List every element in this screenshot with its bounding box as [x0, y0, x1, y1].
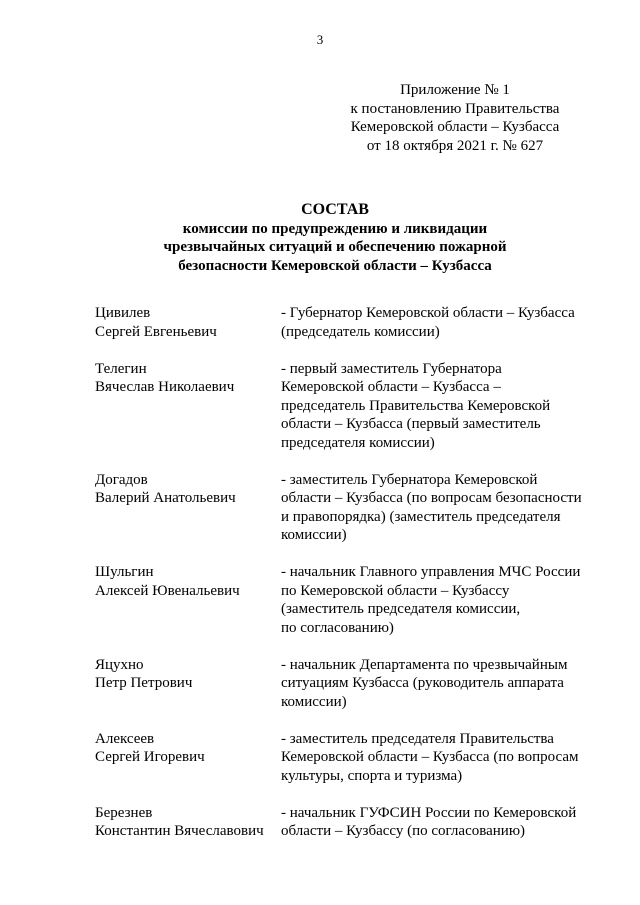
appendix-line: от 18 октября 2021 г. № 627: [366, 137, 544, 154]
member-given-name: Алексей Ювенальевич: [95, 582, 240, 599]
role-line: председателя комиссии): [281, 434, 435, 451]
role-line: председатель Правительства Кемеровской: [281, 397, 551, 414]
document-title: [80, 201, 590, 275]
member-role: [281, 360, 591, 453]
member-name: [95, 804, 281, 841]
member-surname: Догадов: [95, 471, 148, 488]
role-line: - начальник Главного управления МЧС России: [281, 564, 581, 580]
title-line: комиссии по предупреждению и ликвидации: [182, 220, 488, 237]
member-given-name: Вячеслав Николаевич: [95, 379, 235, 395]
member-given-name: Валерий Анатольевич: [95, 490, 236, 506]
member-name: [95, 563, 281, 637]
member-entry: [95, 471, 595, 545]
role-line: области – Кузбассу (по согласованию): [281, 823, 526, 839]
member-entry: [95, 304, 595, 341]
role-line: области – Кузбасса (по вопросам безопасности: [281, 490, 582, 506]
role-line: и правопорядка) (заместитель председателя: [281, 508, 561, 525]
member-role: [281, 730, 591, 786]
member-given-name: Константин Вячеславович: [95, 823, 264, 839]
role-line: - первый заместитель Губернатора: [281, 360, 502, 377]
member-role: [281, 471, 591, 545]
appendix-line: Приложение № 1: [400, 82, 510, 98]
role-line: - начальник ГУФСИН России по Кемеровской: [281, 804, 577, 821]
title-line: чрезвычайных ситуаций и обеспечению пожарной: [163, 239, 507, 255]
member-given-name: Сергей Евгеньевич: [95, 323, 217, 340]
member-surname: Яцухно: [95, 656, 144, 673]
member-role: [281, 304, 591, 341]
role-line: (заместитель председателя комиссии,: [281, 601, 521, 617]
page-number: 3: [316, 32, 324, 47]
member-surname: Телегин: [95, 360, 147, 377]
role-line: области – Кузбасса (первый заместитель: [281, 416, 541, 432]
member-entry: [95, 730, 595, 786]
role-line: - заместитель Губернатора Кемеровской: [281, 471, 538, 488]
member-role: [281, 804, 591, 841]
member-surname: Березнев: [95, 804, 153, 821]
member-name: [95, 304, 281, 341]
role-line: - начальник Департамента по чрезвычайным: [281, 656, 568, 673]
role-line: культуры, спорта и туризма): [281, 767, 463, 784]
member-role: [281, 656, 591, 712]
member-given-name: Петр Петрович: [95, 675, 193, 691]
member-entry: [95, 656, 595, 712]
member-surname: Алексеев: [95, 730, 155, 747]
role-line: (председатель комиссии): [281, 323, 440, 340]
appendix-reference: [300, 81, 610, 155]
members-list: [95, 304, 595, 859]
member-name: [95, 730, 281, 786]
role-line: комиссии): [281, 527, 347, 543]
role-line: Кемеровской области – Кузбасса –: [281, 379, 501, 395]
member-name: [95, 360, 281, 453]
role-line: по согласованию): [281, 619, 394, 636]
title-main: СОСТАВ: [301, 201, 369, 218]
member-entry: [95, 563, 595, 637]
appendix-line: Кемеровской области – Кузбасса: [350, 119, 560, 135]
member-entry: [95, 360, 595, 453]
member-role: [281, 563, 591, 637]
member-name: [95, 656, 281, 712]
member-name: [95, 471, 281, 545]
appendix-line: к постановлению Правительства: [350, 100, 560, 117]
role-line: Кемеровской области – Кузбасса (по вопросам: [281, 749, 579, 765]
title-line: безопасности Кемеровской области – Кузбасса: [178, 257, 492, 274]
member-given-name: Сергей Игоревич: [95, 749, 205, 765]
role-line: - Губернатор Кемеровской области – Кузбасса: [281, 305, 575, 321]
member-entry: [95, 804, 595, 841]
member-surname: Шульгин: [95, 564, 154, 580]
role-line: ситуациям Кузбасса (руководитель аппарата: [281, 675, 564, 691]
role-line: по Кемеровской области – Кузбассу: [281, 582, 510, 599]
role-line: - заместитель председателя Правительства: [281, 730, 554, 747]
member-surname: Цивилев: [95, 305, 151, 321]
role-line: комиссии): [281, 693, 347, 710]
